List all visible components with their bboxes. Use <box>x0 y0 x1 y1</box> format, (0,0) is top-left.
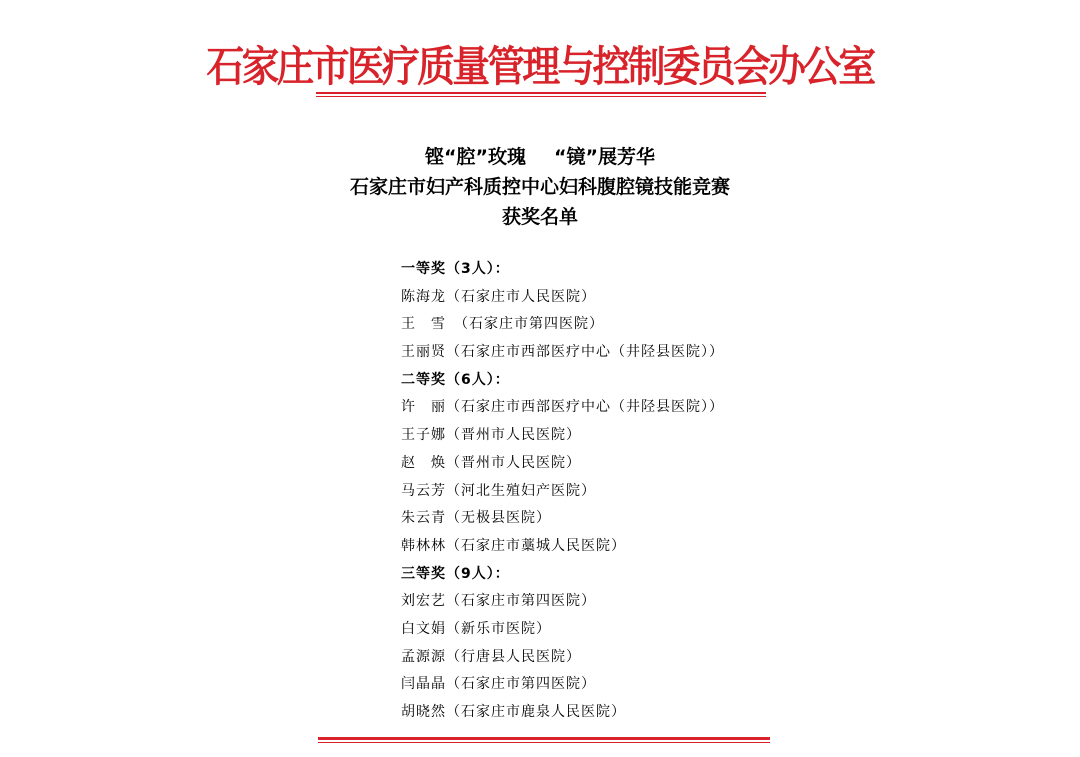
winner-entry: 韩林林（石家庄市藁城人民医院） <box>401 537 626 554</box>
title-line-1-part-1: 铿“腔”玫瑰 <box>425 146 526 168</box>
third-prize-heading: 三等奖（9人）： <box>401 565 510 582</box>
winner-entry: 胡晓然（石家庄市鹿泉人民医院） <box>401 704 626 720</box>
winner-entry: 王丽贤（石家庄市西部医疗中心（井陉县医院）） <box>401 344 724 361</box>
winner-entry: 王子娜（晋州市人民医院） <box>401 427 581 444</box>
winner-entry: 陈海龙（石家庄市人民医院） <box>401 288 596 305</box>
winner-entry: 朱云青（无极县医院） <box>401 510 551 527</box>
title-line-3: 获奖名单 <box>501 206 578 228</box>
letterhead-rule-thin <box>316 96 766 97</box>
award-list <box>401 256 821 727</box>
title-line-1 <box>0 142 1080 172</box>
letterhead-rule-thick <box>316 92 766 94</box>
title-line-1-part-2: “镜”展芳华 <box>554 146 655 168</box>
footer-rule-thick <box>318 737 770 740</box>
winner-entry: 许 丽（石家庄市西部医疗中心（井陉县医院）） <box>401 399 724 416</box>
winner-entry: 王 雪 （石家庄市第四医院） <box>401 316 604 333</box>
title-line-2: 石家庄市妇产科质控中心妇科腹腔镜技能竞赛 <box>349 176 730 198</box>
winner-entry: 孟源源（行唐县人民医院） <box>401 648 581 665</box>
winner-entry: 赵 焕（晋州市人民医院） <box>401 454 581 471</box>
winner-entry: 闫晶晶（石家庄市第四医院） <box>401 676 596 693</box>
letterhead-title: 石家庄市医疗质量管理与控制委员会办公室 <box>206 42 874 91</box>
winner-entry: 马云芳（河北生殖妇产医院） <box>401 482 596 499</box>
footer-rule-thin <box>318 742 770 743</box>
document-title <box>0 142 1080 232</box>
winner-entry: 白文娟（新乐市医院） <box>401 620 551 637</box>
first-prize-heading: 一等奖（3人）： <box>401 261 510 277</box>
second-prize-heading: 二等奖（6人）： <box>401 371 510 388</box>
winner-entry: 刘宏艺（石家庄市第四医院） <box>401 593 596 610</box>
